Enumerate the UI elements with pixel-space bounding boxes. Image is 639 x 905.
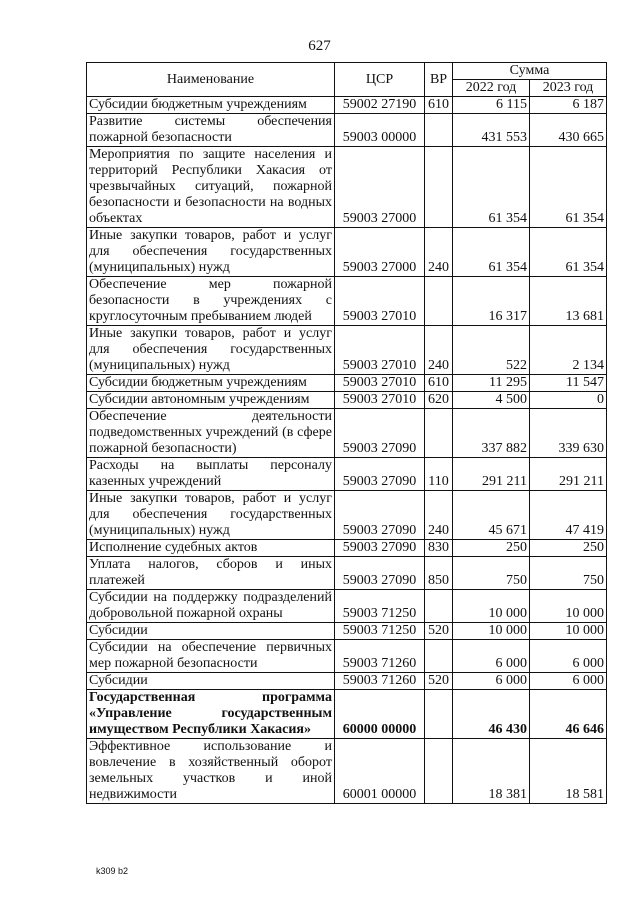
row-csr: 59003 71250 <box>335 590 425 623</box>
table-row <box>87 375 607 392</box>
table-row <box>87 590 607 623</box>
table-row <box>87 228 607 277</box>
row-vr: 110 <box>425 458 453 491</box>
row-csr: 59003 27010 <box>335 277 425 326</box>
row-csr: 59003 27010 <box>335 375 425 392</box>
table-row <box>87 673 607 690</box>
table-row <box>87 690 607 739</box>
row-csr: 59003 27010 <box>335 392 425 409</box>
footer-code: k309 b2 <box>96 866 129 876</box>
row-vr: 610 <box>425 375 453 392</box>
row-vr <box>425 114 453 147</box>
row-csr: 59003 27000 <box>335 147 425 228</box>
row-amount-2022: 6 115 <box>453 97 530 114</box>
table-row <box>87 623 607 640</box>
row-name: Обеспечение мер пожарной безопасности в учреждениях с круглосуточным пребыванием людей <box>87 277 335 326</box>
row-name: Расходы на выплаты персоналу казенных учреждений <box>87 458 335 491</box>
row-amount-2022: 4 500 <box>453 392 530 409</box>
row-amount-2022: 6 000 <box>453 640 530 673</box>
row-csr: 59003 71260 <box>335 673 425 690</box>
row-amount-2023: 46 646 <box>530 690 607 739</box>
row-csr: 59003 71250 <box>335 623 425 640</box>
row-csr: 60000 00000 <box>335 690 425 739</box>
row-amount-2023: 291 211 <box>530 458 607 491</box>
row-amount-2022: 46 430 <box>453 690 530 739</box>
row-csr: 59003 27090 <box>335 491 425 540</box>
row-amount-2023: 2 134 <box>530 326 607 375</box>
table-row <box>87 557 607 590</box>
table-row <box>87 147 607 228</box>
header-csr: ЦСР <box>335 63 425 97</box>
row-vr: 620 <box>425 392 453 409</box>
row-csr: 59003 27090 <box>335 540 425 557</box>
row-name: Эффективное использование и вовлечение в хозяйственный оборот земельных участков и иной недвижимости <box>87 739 335 804</box>
row-name: Субсидии на обеспечение первичных мер пожарной безопасности <box>87 640 335 673</box>
row-amount-2023: 10 000 <box>530 623 607 640</box>
row-csr: 59003 27090 <box>335 409 425 458</box>
row-vr: 240 <box>425 326 453 375</box>
row-amount-2023: 61 354 <box>530 228 607 277</box>
row-amount-2023: 11 547 <box>530 375 607 392</box>
row-csr: 59003 27090 <box>335 458 425 491</box>
row-amount-2022: 337 882 <box>453 409 530 458</box>
row-amount-2023: 6 187 <box>530 97 607 114</box>
row-amount-2023: 750 <box>530 557 607 590</box>
row-amount-2022: 10 000 <box>453 623 530 640</box>
table-row <box>87 326 607 375</box>
header-row-top <box>87 63 607 80</box>
row-vr <box>425 640 453 673</box>
row-vr <box>425 690 453 739</box>
row-amount-2022: 61 354 <box>453 228 530 277</box>
row-amount-2022: 10 000 <box>453 590 530 623</box>
row-csr: 59002 27190 <box>335 97 425 114</box>
table-row <box>87 458 607 491</box>
row-vr <box>425 277 453 326</box>
row-amount-2022: 431 553 <box>453 114 530 147</box>
row-csr: 59003 27000 <box>335 228 425 277</box>
header-name: Наименование <box>87 63 335 97</box>
row-name: Субсидии <box>87 673 335 690</box>
row-vr: 830 <box>425 540 453 557</box>
row-amount-2022: 291 211 <box>453 458 530 491</box>
header-sum: Сумма <box>453 63 607 80</box>
row-csr: 59003 27090 <box>335 557 425 590</box>
row-amount-2023: 13 681 <box>530 277 607 326</box>
row-amount-2022: 16 317 <box>453 277 530 326</box>
row-vr <box>425 147 453 228</box>
row-amount-2023: 339 630 <box>530 409 607 458</box>
table-row <box>87 739 607 804</box>
table-row <box>87 114 607 147</box>
row-name: Иные закупки товаров, работ и услуг для обеспечения государственных (муниципальных) нужд <box>87 326 335 375</box>
row-amount-2023: 6 000 <box>530 640 607 673</box>
row-amount-2022: 750 <box>453 557 530 590</box>
row-csr: 59003 00000 <box>335 114 425 147</box>
row-amount-2023: 10 000 <box>530 590 607 623</box>
table-row <box>87 277 607 326</box>
table-row <box>87 392 607 409</box>
row-amount-2023: 61 354 <box>530 147 607 228</box>
row-csr: 59003 27010 <box>335 326 425 375</box>
row-name: Развитие системы обеспечения пожарной безопасности <box>87 114 335 147</box>
row-name: Иные закупки товаров, работ и услуг для обеспечения государственных (муниципальных) нужд <box>87 228 335 277</box>
row-csr: 60001 00000 <box>335 739 425 804</box>
row-name: Исполнение судебных актов <box>87 540 335 557</box>
row-amount-2022: 522 <box>453 326 530 375</box>
row-vr: 850 <box>425 557 453 590</box>
row-vr: 240 <box>425 228 453 277</box>
row-amount-2023: 0 <box>530 392 607 409</box>
row-amount-2022: 250 <box>453 540 530 557</box>
row-name: Иные закупки товаров, работ и услуг для обеспечения государственных (муниципальных) нужд <box>87 491 335 540</box>
page-number: 627 <box>308 38 331 54</box>
row-name: Субсидии автономным учреждениям <box>87 392 335 409</box>
row-vr <box>425 739 453 804</box>
row-vr: 240 <box>425 491 453 540</box>
row-vr: 520 <box>425 623 453 640</box>
header-year-2022: 2022 год <box>453 80 530 97</box>
row-name: Субсидии <box>87 623 335 640</box>
table-row <box>87 409 607 458</box>
row-vr <box>425 590 453 623</box>
row-amount-2022: 61 354 <box>453 147 530 228</box>
row-name: Государственная программа «Управление государственным имуществом Республики Хакасия» <box>87 690 335 739</box>
row-vr <box>425 409 453 458</box>
header-year-2023: 2023 год <box>530 80 607 97</box>
table-row <box>87 540 607 557</box>
row-name: Уплата налогов, сборов и иных платежей <box>87 557 335 590</box>
row-name: Обеспечение деятельности подведомственных учреждений (в сфере пожарной безопасности) <box>87 409 335 458</box>
row-name: Мероприятия по защите населения и территорий Республики Хакасия от чрезвычайных ситуаций, пожарной безопасности и безопасности на водных объектах <box>87 147 335 228</box>
row-amount-2022: 11 295 <box>453 375 530 392</box>
row-vr: 520 <box>425 673 453 690</box>
row-amount-2022: 45 671 <box>453 491 530 540</box>
row-amount-2023: 430 665 <box>530 114 607 147</box>
row-name: Субсидии бюджетным учреждениям <box>87 375 335 392</box>
table-row <box>87 97 607 114</box>
row-amount-2022: 18 381 <box>453 739 530 804</box>
row-csr: 59003 71260 <box>335 640 425 673</box>
row-amount-2023: 47 419 <box>530 491 607 540</box>
row-amount-2023: 18 581 <box>530 739 607 804</box>
budget-table <box>86 62 607 804</box>
row-amount-2023: 6 000 <box>530 673 607 690</box>
row-amount-2023: 250 <box>530 540 607 557</box>
row-name: Субсидии на поддержку подразделений добровольной пожарной охраны <box>87 590 335 623</box>
row-amount-2022: 6 000 <box>453 673 530 690</box>
table-row <box>87 640 607 673</box>
table-row <box>87 491 607 540</box>
header-vr: ВР <box>425 63 453 97</box>
row-vr: 610 <box>425 97 453 114</box>
row-name: Субсидии бюджетным учреждениям <box>87 97 335 114</box>
